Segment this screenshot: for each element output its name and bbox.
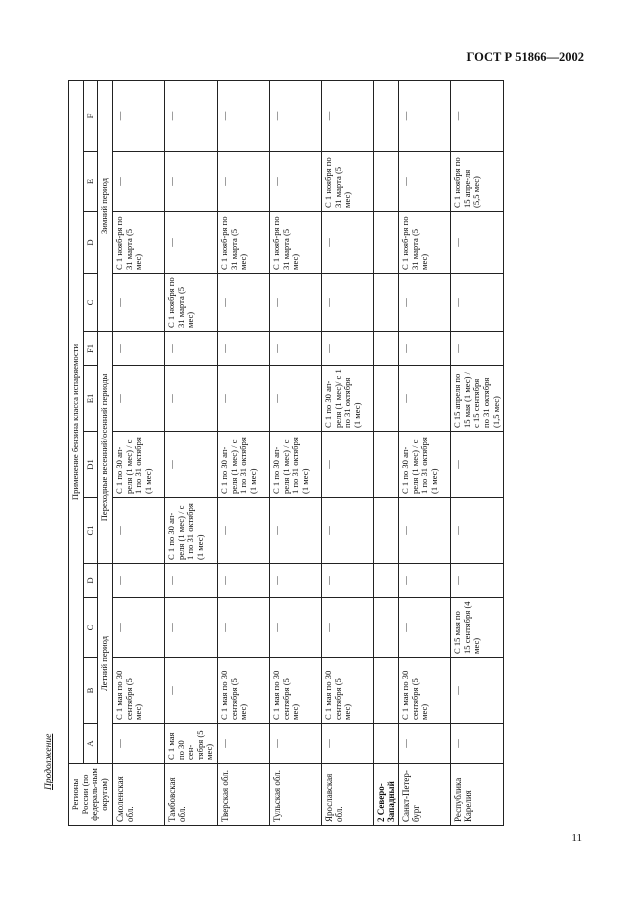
table-cell: — — [164, 564, 217, 598]
column-letter: D — [83, 212, 98, 274]
table-cell: — — [218, 274, 270, 332]
table-row — [322, 80, 374, 825]
column-letter: B — [83, 658, 98, 724]
table-cell: — — [112, 724, 164, 764]
table-cell: — — [399, 724, 451, 764]
table-cell: — — [218, 564, 270, 598]
table-cell: — — [451, 212, 504, 274]
table-cell: С 1 нояб-ря по 31 марта (5 мес) — [112, 212, 164, 274]
table-cell: — — [451, 498, 504, 564]
table-cell: С 1 мая по 30 сентября (5 мес) — [218, 658, 270, 724]
table-cell: — — [399, 80, 451, 151]
column-letter: A — [83, 724, 98, 764]
header-summer: Летний период — [98, 564, 113, 764]
table-row — [112, 80, 164, 825]
table-cell: — — [270, 498, 322, 564]
section-label: 2 Северо-Западный — [374, 764, 399, 826]
empty-cell — [374, 598, 399, 658]
empty-cell — [374, 498, 399, 564]
table-cell: С 1 мая по 30 сен-тября (5 мес) — [164, 724, 217, 764]
table-cell: — — [112, 366, 164, 432]
table-cell: — — [112, 274, 164, 332]
header-transition: Переходные весенний/осенний периоды — [98, 332, 113, 564]
table-cell: — — [164, 332, 217, 366]
table-cell: — — [270, 274, 322, 332]
empty-cell — [374, 724, 399, 764]
table-cell: — — [399, 498, 451, 564]
page-number: 11 — [571, 832, 582, 844]
table-cell: — — [270, 724, 322, 764]
table-cell: С 1 нояб-ря по 31 марта (5 мес) — [399, 212, 451, 274]
table-cell: — — [270, 80, 322, 151]
table-cell: — — [218, 80, 270, 151]
table-cell: — — [218, 152, 270, 212]
table-cell: — — [218, 598, 270, 658]
gasoline-class-table — [68, 80, 504, 826]
table-cell: — — [164, 432, 217, 498]
table-cell: — — [451, 564, 504, 598]
table-cell: С 1 мая по 30 сентября (5 мес) — [112, 658, 164, 724]
column-letter: F1 — [83, 332, 98, 366]
table-cell: — — [322, 432, 374, 498]
empty-cell — [374, 212, 399, 274]
table-cell: С 1 по 30 ап-реля (1 мес) / с 1 по 31 октября (1 мес) — [270, 432, 322, 498]
table-cell: — — [164, 152, 217, 212]
document-id: ГОСТ Р 51866—2002 — [466, 50, 584, 64]
table-cell: — — [399, 274, 451, 332]
table-cell: — — [218, 366, 270, 432]
table-cell: — — [399, 564, 451, 598]
table-cell: — — [451, 332, 504, 366]
table-cell: С 1 мая по 30 сентября (5 мес) — [322, 658, 374, 724]
table-cell: — — [218, 498, 270, 564]
table-cell: — — [322, 274, 374, 332]
column-letter: D — [83, 564, 98, 598]
table-cell: С 1 по 30 ап-реля (1 мес) / с 1 по 31 октября (1 мес) — [218, 432, 270, 498]
table-cell: — — [270, 366, 322, 432]
table-cell: С 15 апреля по 15 мая (1 мес) / с 15 сентября по 31 октября (1,5 мес) — [451, 366, 504, 432]
section-row — [374, 80, 399, 825]
column-letter: C1 — [83, 498, 98, 564]
table-cell: — — [399, 332, 451, 366]
table-row — [451, 80, 504, 825]
table-cell: С 1 по 30 ап-реля (1 мес)/ с 1 по 31 октября (1 мес) — [322, 366, 374, 432]
table-cell: С 1 по 30 ап-реля (1 мес) / с 1 по 31 октября (1 мес) — [164, 498, 217, 564]
table-cell: — — [218, 724, 270, 764]
empty-cell — [374, 564, 399, 598]
table-cell: — — [112, 332, 164, 366]
table-row — [164, 80, 217, 825]
table-row — [270, 80, 322, 825]
header-group: Применение бензина класса испаряемости — [69, 80, 84, 763]
table-cell: — — [399, 366, 451, 432]
column-letter: C — [83, 598, 98, 658]
empty-cell — [374, 80, 399, 151]
table-cell: — — [322, 212, 374, 274]
table-cell: С 1 нояб-ря по 31 марта (5 мес) — [270, 212, 322, 274]
column-letter: F — [83, 80, 98, 151]
table-cell: С 1 ноября по 31 марта (5 мес) — [322, 152, 374, 212]
table-cell: — — [270, 564, 322, 598]
rotated-table-wrapper — [68, 81, 592, 826]
table-cell: С 1 нояб-ря по 31 марта (5 мес) — [218, 212, 270, 274]
table-cell: — — [112, 564, 164, 598]
table-cell: — — [112, 80, 164, 151]
table-row — [218, 80, 270, 825]
empty-cell — [374, 366, 399, 432]
table-cell: — — [451, 658, 504, 724]
header-winter: Зимний период — [98, 80, 113, 331]
table-cell: — — [164, 212, 217, 274]
table-cell: — — [164, 80, 217, 151]
table-cell: — — [270, 152, 322, 212]
empty-cell — [374, 332, 399, 366]
region-name: Тверская обл. — [218, 764, 270, 826]
table-row — [399, 80, 451, 825]
region-name: Смоленская обл. — [112, 764, 164, 826]
table-cell: — — [451, 432, 504, 498]
table-cell: — — [322, 498, 374, 564]
column-letter: C — [83, 274, 98, 332]
table-cell: — — [112, 152, 164, 212]
region-name: Ярославская обл. — [322, 764, 374, 826]
table-cell: — — [322, 724, 374, 764]
column-letter: D1 — [83, 432, 98, 498]
empty-cell — [374, 274, 399, 332]
region-name: Санкт-Петер-бург — [399, 764, 451, 826]
continuation-label: Продолжение — [44, 733, 54, 790]
table-cell: С 1 по 30 ап-реля (1 мес) / с 1 по 31 октября (1 мес) — [112, 432, 164, 498]
column-letter: E1 — [83, 366, 98, 432]
table-cell: С 15 мая по 15 сентября (4 мес) — [451, 598, 504, 658]
table-cell: — — [322, 332, 374, 366]
table-cell: — — [322, 598, 374, 658]
table-cell: С 1 мая по 30 сентября (5 мес) — [399, 658, 451, 724]
empty-cell — [374, 152, 399, 212]
table-cell: — — [270, 598, 322, 658]
table-cell: — — [451, 274, 504, 332]
table-cell: С 1 по 30 ап-реля (1 мес) / с 1 по 31 октября (1 мес) — [399, 432, 451, 498]
table-cell: С 1 ноября по 31 марта (5 мес) — [164, 274, 217, 332]
region-name: Тульская обл. — [270, 764, 322, 826]
empty-cell — [374, 658, 399, 724]
table-cell: — — [164, 366, 217, 432]
table-cell: — — [451, 80, 504, 151]
header-region: Регионы России (по федераль-ным округам) — [69, 764, 113, 826]
table-cell: — — [164, 658, 217, 724]
region-name: Тамбовская обл. — [164, 764, 217, 826]
table-cell: — — [451, 724, 504, 764]
table-cell: С 1 мая по 30 сентября (5 мес) — [270, 658, 322, 724]
region-name: Республика Карелия — [451, 764, 504, 826]
table-cell: — — [270, 332, 322, 366]
table-cell: — — [164, 598, 217, 658]
table-cell: — — [322, 80, 374, 151]
table-cell: — — [399, 152, 451, 212]
column-letter: E — [83, 152, 98, 212]
table-cell: — — [112, 498, 164, 564]
table-cell: — — [112, 598, 164, 658]
table-cell: С 1 ноября по 15 апре-ля (5,5 мес) — [451, 152, 504, 212]
empty-cell — [374, 432, 399, 498]
table-cell: — — [218, 332, 270, 366]
table-cell: — — [322, 564, 374, 598]
table-cell: — — [399, 598, 451, 658]
